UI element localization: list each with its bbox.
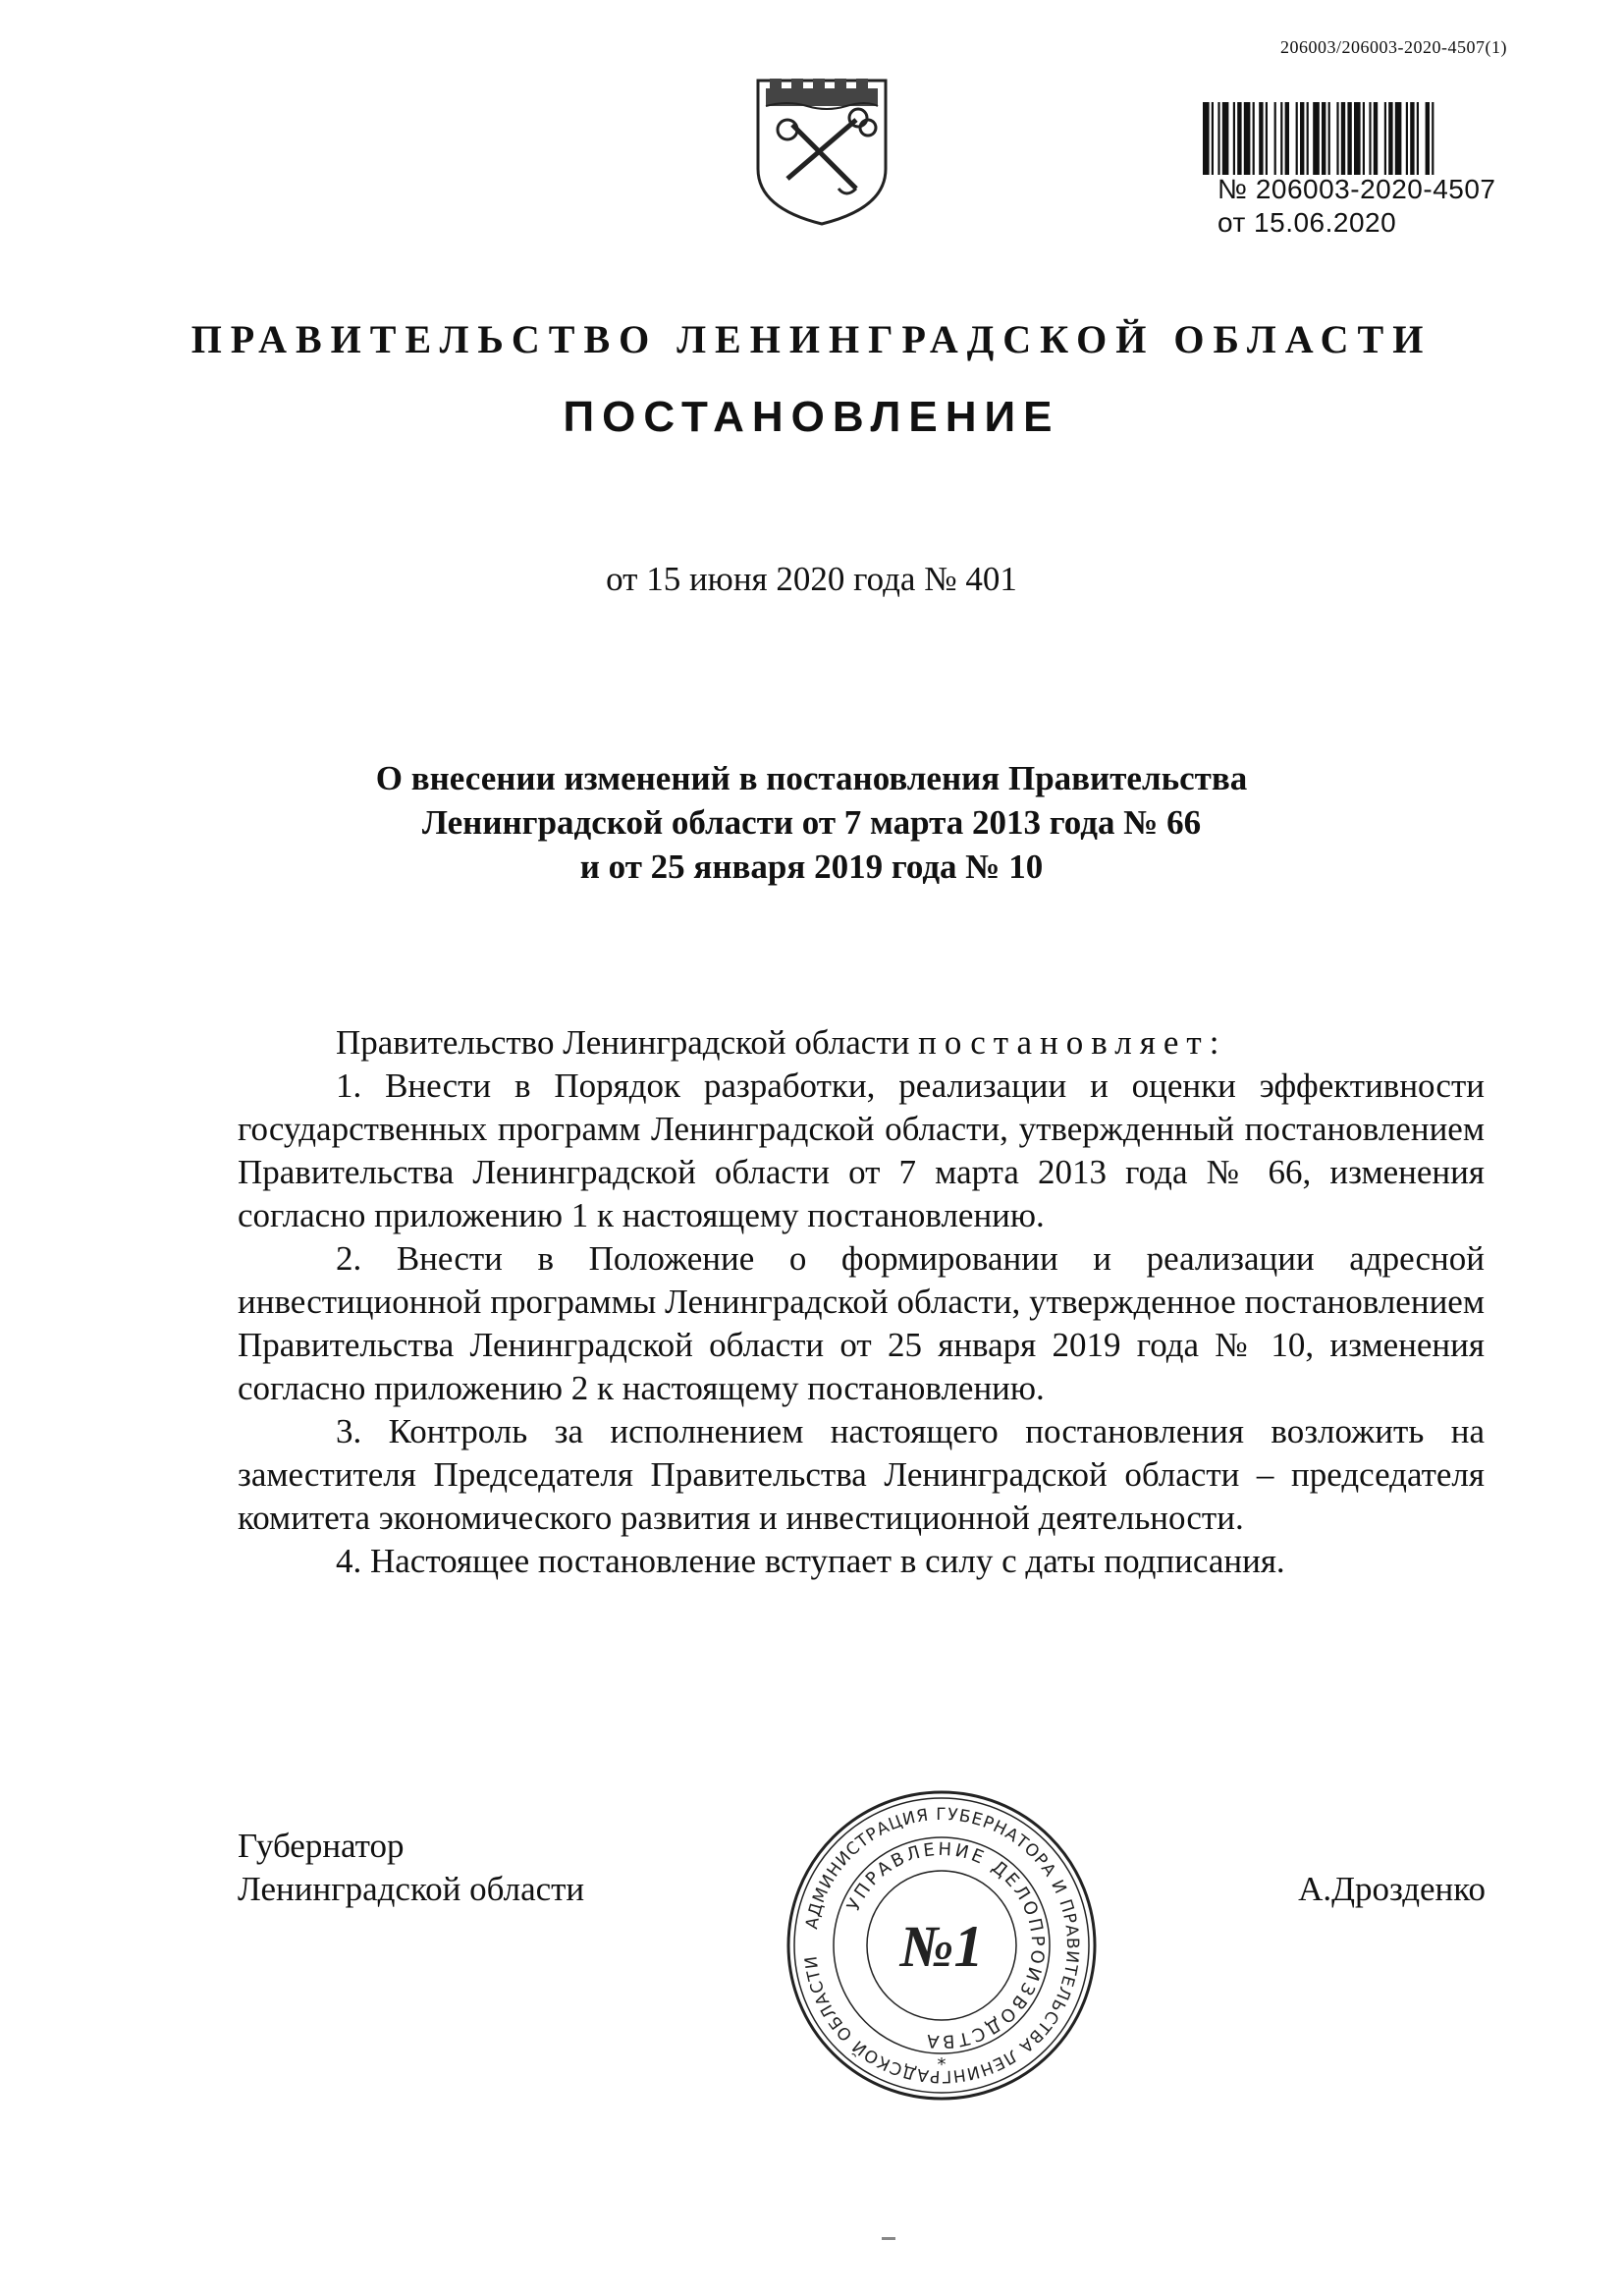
subject-line-1: О внесении изменений в постановления Правительства [375, 759, 1248, 797]
svg-text:*: * [937, 2054, 947, 2075]
subject-line-2: Ленинградской области от 7 марта 2013 года № 66 [421, 803, 1202, 842]
barcode-bar [1253, 102, 1255, 175]
scan-artifact [882, 2237, 895, 2240]
barcode-bar [1274, 102, 1276, 175]
signatory-name: А.Дрозденко [1298, 1870, 1486, 1908]
barcode-bar [1354, 102, 1361, 175]
barcode-bar [1341, 102, 1345, 175]
barcode-bar [1280, 102, 1282, 175]
barcode-bar [1388, 102, 1392, 175]
barcode-bar [1222, 102, 1229, 175]
barcode-bar [1369, 102, 1371, 175]
barcode-bar [1203, 102, 1210, 175]
position-line-2: Ленинградской области [238, 1870, 585, 1908]
stamp-outer-text: АДМИНИСТРАЦИЯ ГУБЕРНАТОРА И ПРАВИТЕЛЬСТВА ЛЕНИНГРАДСКОЙ ОБЛАСТИ [801, 1804, 1083, 2087]
subject-line-3: и от 25 января 2019 года № 10 [579, 847, 1044, 886]
barcode-bar [1374, 102, 1378, 175]
barcode-bar [1336, 102, 1338, 175]
reference-code: 206003/206003-2020-4507(1) [1280, 37, 1507, 57]
body-item-2: 2. Внести в Положение о формировании и реализации адресной инвестиционной программы Ленинградской области, утвержденное постановлением Правительства Ленинградской области от 25 января 2019 года № 10, изменения согласно приложению 2 к настоящему постановлению. [238, 1239, 1485, 1407]
document-subject [295, 756, 1328, 889]
barcode-bar [1266, 102, 1268, 175]
position-line-1: Губернатор [238, 1827, 405, 1865]
barcode-bar [1296, 102, 1298, 175]
barcode-icon [1203, 102, 1556, 175]
barcode-bar [1363, 102, 1365, 175]
official-seal-stamp [784, 1787, 1100, 2104]
barcode-bar [1347, 102, 1351, 175]
barcode-bar [1237, 102, 1241, 175]
signatory-position [238, 1825, 584, 1911]
barcode-bar [1300, 102, 1304, 175]
barcode-bar [1313, 102, 1320, 175]
document-date-number: от 15 июня 2020 года № 401 [606, 560, 1017, 598]
barcode-bar [1259, 102, 1263, 175]
registration-date: от 15.06.2020 [1217, 207, 1397, 238]
body-intro [238, 1021, 1485, 1065]
body-item-4: 4. Настоящее постановление вступает в силу с даты подписания. [336, 1542, 1285, 1580]
barcode-bar [1285, 102, 1289, 175]
barcode-bar [1217, 102, 1219, 175]
barcode-bar [1432, 102, 1434, 175]
barcode-bar [1244, 102, 1251, 175]
intro-text: Правительство Ленинградской области [336, 1023, 910, 1062]
government-title: ПРАВИТЕЛЬСТВО ЛЕНИНГРАДСКОЙ ОБЛАСТИ [190, 317, 1433, 361]
leningrad-oblast-coat-of-arms-icon [748, 61, 895, 228]
body-item-1: 1. Внести в Порядок разработки, реализации и оценки эффективности государственных программ Ленинградской области, утвержденный постановлением Правительства Ленинградской области от 7 марта 2013 года № 66, изменения согласно приложению 1 к настоящему постановлению. [238, 1066, 1485, 1234]
stamp-inner-text: УПРАВЛЕНИЕ ДЕЛОПРОИЗВОДСТВА [842, 1838, 1049, 2052]
decree-word: постановляет: [918, 1023, 1227, 1062]
barcode-bar [1426, 102, 1430, 175]
document-body [238, 1021, 1485, 1583]
barcode-bar [1328, 102, 1330, 175]
stamp-number: №1 [899, 1914, 984, 1979]
barcode-bar [1307, 102, 1309, 175]
body-item-3: 3. Контроль за исполнением настоящего постановления возложить на заместителя Председателя Правительства Ленинградской области – председателя комитета экономического развития и инвестиционной деятельности. [238, 1412, 1485, 1537]
barcode-bar [1410, 102, 1414, 175]
barcode-bar [1395, 102, 1402, 175]
barcode-bar [1406, 102, 1408, 175]
barcode-bar [1212, 102, 1214, 175]
registration-block [1217, 173, 1495, 240]
barcode-bar [1233, 102, 1235, 175]
registration-number: № 206003-2020-4507 [1217, 174, 1496, 204]
barcode-bar [1417, 102, 1419, 175]
barcode-bar [1322, 102, 1325, 175]
barcode-bar [1384, 102, 1386, 175]
document-type: ПОСТАНОВЛЕНИЕ [563, 393, 1060, 441]
